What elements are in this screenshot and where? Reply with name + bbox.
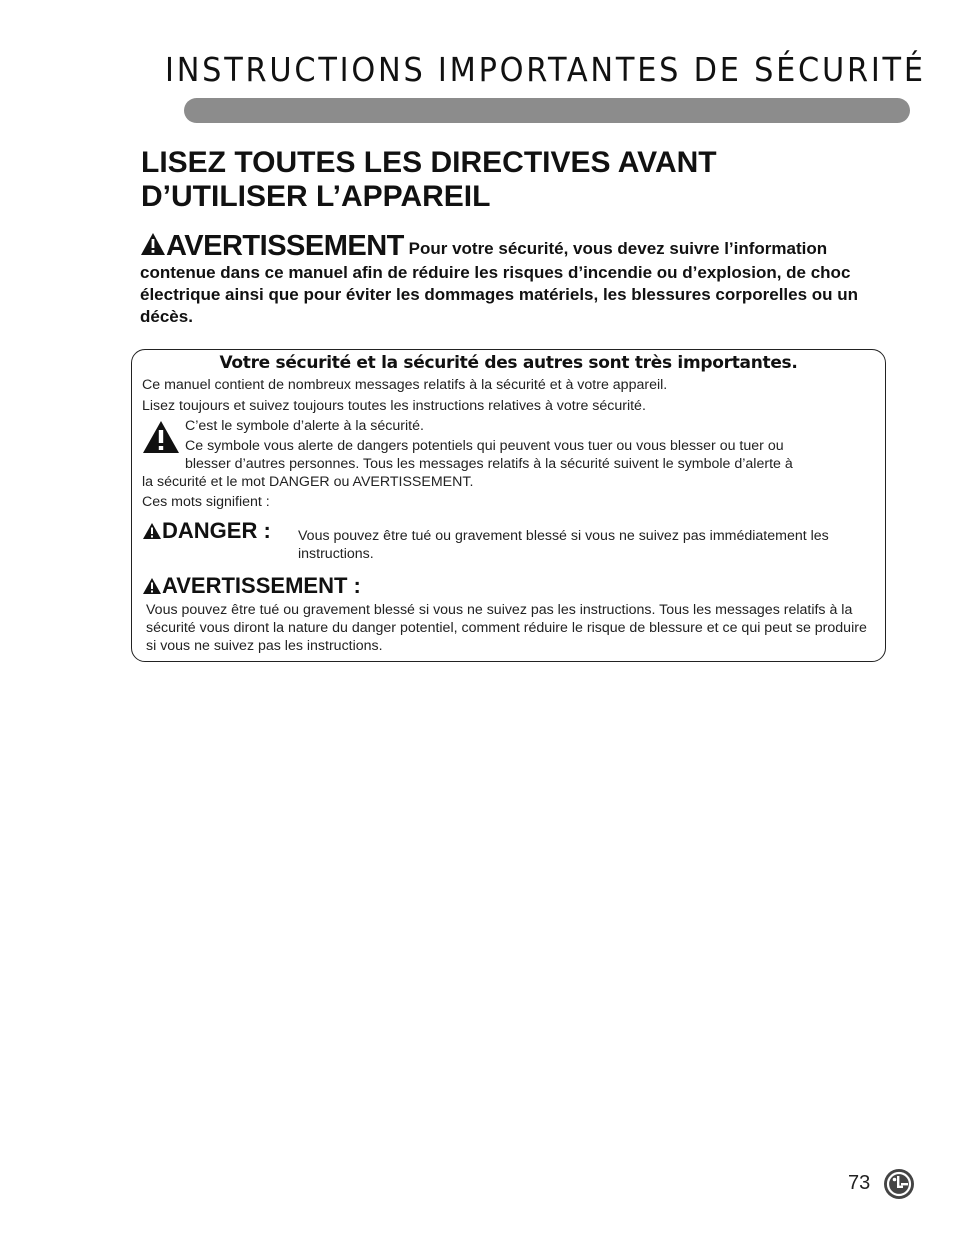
warning-triangle-icon	[142, 575, 162, 601]
warning-text: Pour votre sécurité, vous devez suivre l’information contenue dans ce manuel afin de réduire les risques d’incendie ou d’explosion, de choc électrique ainsi que pour éviter les dommages matériels, les blessures corporelles ou un décès.	[140, 239, 859, 326]
safety-alert-triangle-icon	[141, 419, 181, 460]
symbol-desc-2: blesser d’autres personnes. Tous les messages relatifs à la sécurité suivent le symbole d’alerte à	[185, 456, 793, 472]
warning-paragraph	[140, 232, 875, 328]
section-heading-line1: LISEZ TOUTES LES DIRECTIVES AVANT	[141, 146, 717, 179]
box-line-2: Lisez toujours et suivez toujours toutes les instructions relatives à votre sécurité.	[142, 398, 646, 414]
box-line-1: Ce manuel contient de nombreux messages relatifs à la sécurité et à votre appareil.	[142, 377, 668, 393]
danger-text: Vous pouvez être tué ou gravement blessé si vous ne suivez pas immédiatement les instructions.	[298, 528, 829, 562]
page-title: INSTRUCTIONS IMPORTANTES DE SÉCURITÉ	[165, 50, 926, 89]
danger-label: DANGER :	[162, 518, 271, 543]
danger-label-row	[142, 518, 271, 546]
box-heading: Votre sécurité et la sécurité des autres sont très importantes.	[219, 353, 798, 373]
symbol-desc-1: Ce symbole vous alerte de dangers potentiels qui peuvent vous tuer ou vous blesser ou tuer ou	[185, 438, 784, 454]
avertissement-label-row	[142, 573, 361, 601]
title-underline-bar	[184, 98, 910, 123]
section-heading	[141, 146, 861, 214]
symbol-line: C’est le symbole d’alerte à la sécurité.	[185, 418, 424, 434]
warning-triangle-icon	[140, 232, 166, 262]
safety-info-box	[131, 349, 886, 662]
warning-triangle-icon	[142, 520, 162, 546]
words-intro: Ces mots signifient :	[142, 494, 270, 510]
warning-label: AVERTISSEMENT	[166, 230, 404, 262]
lg-logo-icon	[883, 1168, 915, 1205]
avertissement-text: Vous pouvez être tué ou gravement blessé si vous ne suivez pas les instructions. Tous les messages relatifs à la sécurité vous diront la nature du danger potentiel, comment réduire le risque de blessure et ce qui peut se produire si vous ne suivez pas les instructions.	[146, 602, 867, 654]
avertissement-label: AVERTISSEMENT :	[162, 573, 361, 598]
page-number: 73	[848, 1172, 871, 1194]
symbol-desc-3: la sécurité et le mot DANGER ou AVERTISSEMENT.	[142, 474, 474, 490]
section-heading-line2: D’UTILISER L’APPAREIL	[141, 180, 491, 213]
